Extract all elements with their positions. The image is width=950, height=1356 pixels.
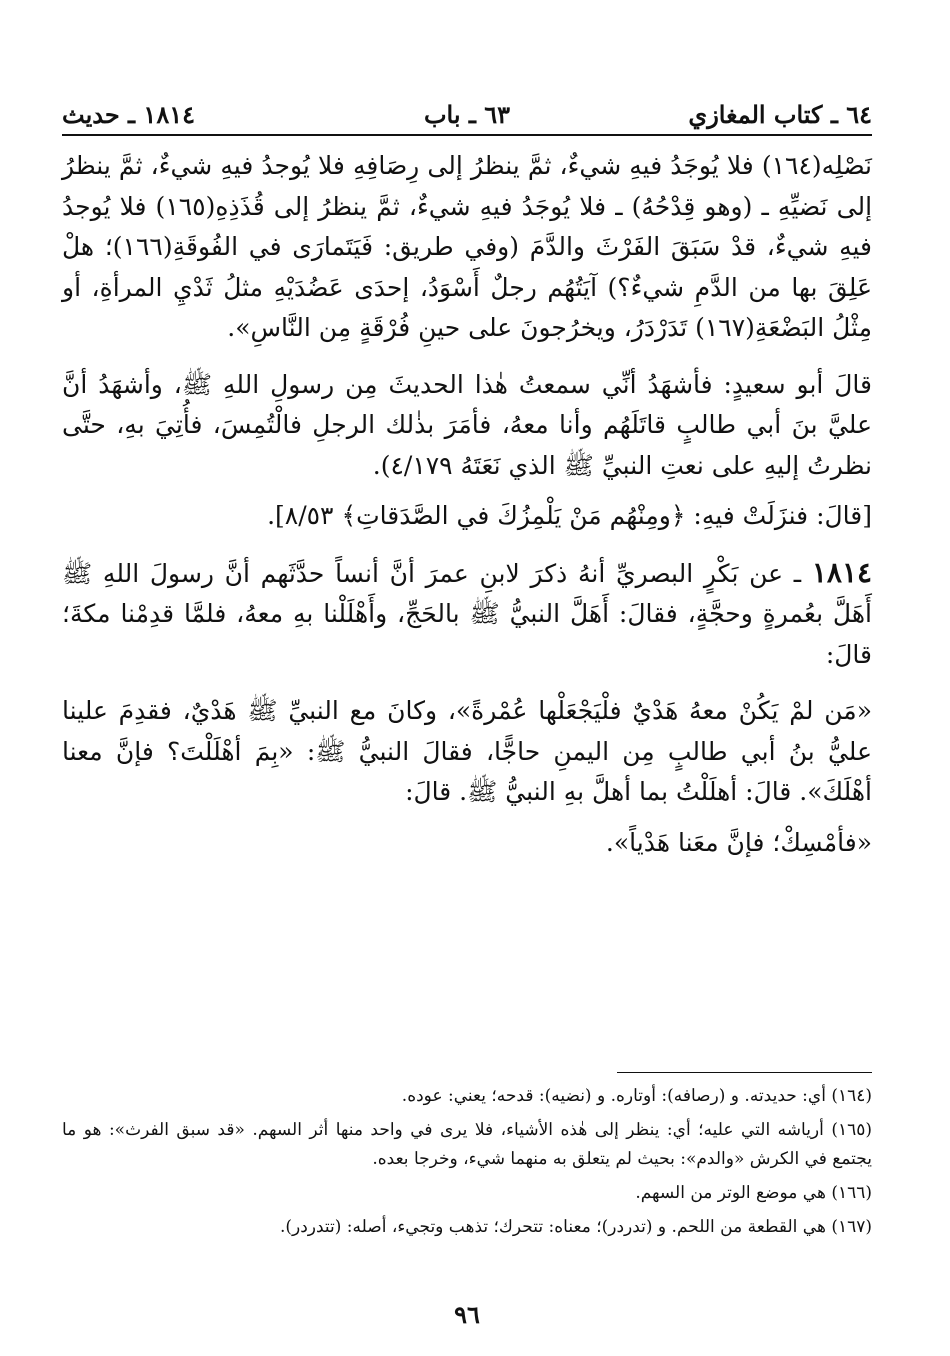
footnotes: [62, 1082, 872, 1247]
book-page: [62, 82, 872, 1342]
page-number: ٩٦: [454, 1300, 480, 1329]
header-book-title: ٦٤ ـ كتاب المغازي: [688, 100, 872, 129]
header-divider: [62, 134, 872, 136]
footnote-166: (١٦٦) هي موضع الوتر من السهم.: [635, 1183, 872, 1203]
footnote-164: (١٦٤) أي: حديدته. و (رصافه): أوتاره. و (نضيه): قدحه؛ يعني: عوده.: [401, 1086, 872, 1106]
paragraph-continuation: نَصْلِه(١٦٤) فلا يُوجَدُ فيهِ شيءٌ، ثمَّ ينظرُ إلى رِصَافِهِ فلا يُوجدُ فيهِ شيءٌ، ثمَّ ينظرُ إلى نَضيِّهِ ـ (وهو قِدْحُهُ) ـ فلا يُوجَدُ فيهِ شيءٌ، ثمَّ ينظرُ إلى قُذَذِهِ(١٦٥) فلا يُوجدُ فيهِ شيءٌ، قدْ سَبَقَ الفَرْثَ والدَّمَ (وفي طريق: فَيَتَمارَى في الفُوقَةِ(١٦٦)؛ هلْ عَلِقَ بها من الدَّمِ شيءٌ؟) آيَتُهُم رجلٌ أَسْوَدُ، إحدَى عَضُدَيْهِ مثلُ ثَدْيِ المرأةِ، أو مِثْلُ البَضْعَةِ(١٦٧) تَدَرْدَرُ، ويخرُجونَ على حينِ فُرْقَةٍ مِن النَّاسِ».: [62, 151, 873, 342]
header-hadith-number: ١٨١٤ ـ حديث: [62, 100, 195, 129]
main-text: [62, 146, 872, 873]
hadith-1814-paragraph-2: «مَن لمْ يَكُنْ معهُ هَدْيٌ فلْيَجْعَلْها عُمْرةً»، وكانَ مع النبيِّ ﷺ هَدْيٌ، فقدِمَ علينا عليُّ بنُ أبي طالبٍ مِن اليمنِ حاجًّا، فقالَ النبيُّ ﷺ: «بِمَ أهْلَلْتَ؟ فإنَّ معنا أهْلَكَ». قالَ: أهلَلْتُ بما أهلَّ بهِ النبيُّ ﷺ. قالَ:: [62, 696, 872, 806]
hadith-1814-paragraph: [62, 553, 872, 676]
footnote-165: (١٦٥) أرياشه التي عليه؛ أي: ينظر إلى هٰذه الأشياء، فلا يرى في واحد منها أثر السهم. «قد سبق الفرث»: هو ما يجتمع في الكرش «والدم»: بحيث لم يتعلق به منهما شيء، وخرجا بعده.: [62, 1120, 872, 1169]
hadith-1814-text: ـ عن بَكْرٍ البصريِّ أنهُ ذكرَ لابنِ عمرَ أنَّ أنساً حدَّثَهم أنَّ رسولَ اللهِ ﷺ أَهَلَّ بعُمرةٍ وحجَّةٍ، فقالَ: أَهَلَّ النبيُّ ﷺ بالحَجِّ، وأَهْلَلْنا بهِ معهُ، فلمَّا قدِمْنا مكةَ؛ قالَ:: [62, 558, 872, 669]
footnote-167: (١٦٧) هي القطعة من اللحم. و (تدردر)؛ معناه: تتحرك؛ تذهب وتجيء، أصله: (تتدردر).: [279, 1217, 872, 1237]
hadith-number: ١٨١٤: [811, 555, 873, 589]
hadith-1814-paragraph-3: «فأمْسِكْ؛ فإنَّ معَنا هَدْياً».: [605, 827, 872, 857]
paragraph-abu-said: قالَ أبو سعيدٍ: فأشهَدُ أنِّي سمعتُ هٰذا الحديثَ مِن رسولِ اللهِ ﷺ، وأشهَدُ أنَّ عليَّ بنَ أبي طالبٍ قاتَلَهُم وأنا معهُ، فأمَرَ بذٰلك الرجلِ فالْتُمِسَ، فأُتِيَ بهِ، حتَّى نظرتُ إليهِ على نعتِ النبيِّ ﷺ الذي نَعَتَهُ ٤/١٧٩).: [62, 369, 872, 480]
footnote-divider: [617, 1072, 872, 1073]
header-chapter: ٦٣ ـ باب: [423, 100, 511, 129]
paragraph-quran-verse: [قالَ: فنزَلَتْ فيهِ: ﴿ومِنْهُم مَنْ يَلْمِزُكَ في الصَّدَقاتِ﴾ ٨/٥٣].: [267, 501, 872, 530]
